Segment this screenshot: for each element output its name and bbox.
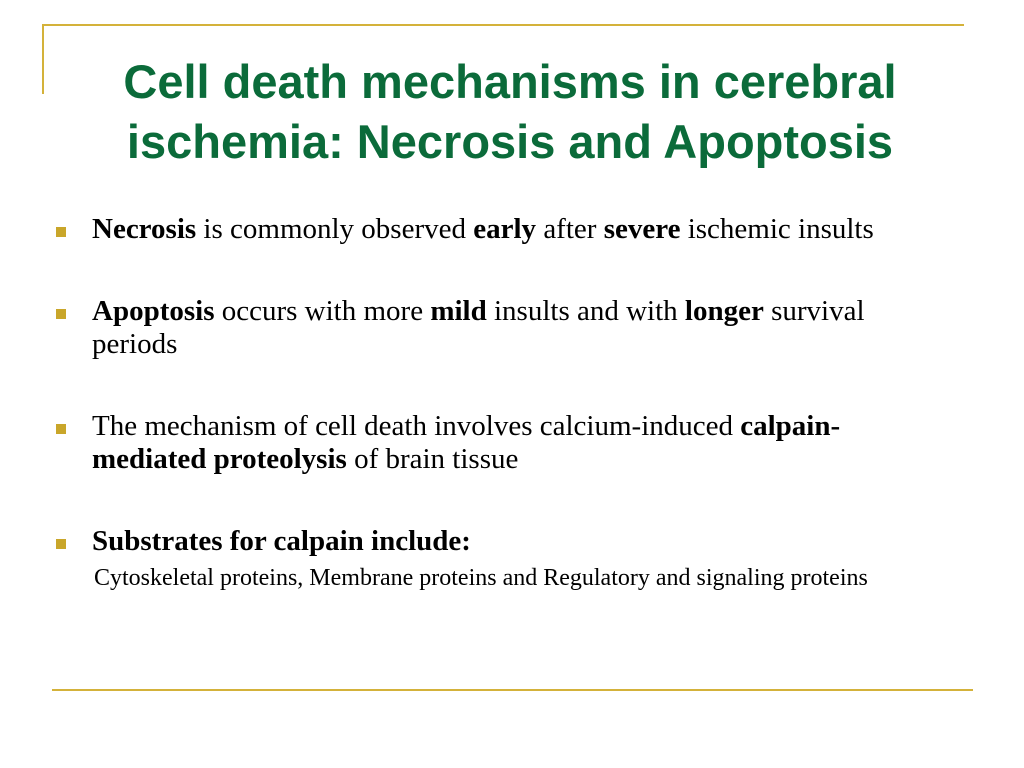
- bullet-text: ischemic insults: [680, 213, 874, 245]
- bullet-mechanism: [52, 410, 952, 476]
- bullet-text: of brain tissue: [346, 443, 519, 475]
- left-rule: [42, 24, 44, 94]
- bullet-text: Substrates for calpain include:: [92, 525, 471, 557]
- slide-title-line-1: Cell death mechanisms in cerebral: [123, 55, 897, 108]
- bullet-text: after: [536, 213, 604, 245]
- bullet-text: severe: [603, 213, 681, 245]
- bullet-text: Apoptosis: [92, 295, 215, 327]
- square-bullet-icon: [56, 309, 66, 319]
- bullet-necrosis: [52, 213, 952, 246]
- bullet-text: The mechanism of cell death involves calcium-induced: [92, 410, 741, 442]
- bullet-apoptosis: [52, 295, 952, 361]
- bullet-text: Necrosis: [92, 213, 197, 245]
- bullet-text: calpain-mediated proteolysis: [92, 410, 841, 475]
- bullet-text: early: [473, 213, 537, 245]
- bullet-text: is commonly observed: [196, 213, 474, 245]
- bullet-text: insults and with: [486, 295, 685, 327]
- square-bullet-icon: [56, 539, 66, 549]
- bullet-text: longer: [684, 295, 764, 327]
- square-bullet-icon: [56, 424, 66, 434]
- slide-title-line-2: ischemia: Necrosis and Apoptosis: [126, 115, 894, 168]
- top-rule: [42, 24, 964, 26]
- bullet-substrates: [52, 525, 952, 592]
- bullet-subtext: Cytoskeletal proteins, Membrane proteins and Regulatory and signaling proteins: [94, 565, 868, 591]
- bullet-list: [52, 213, 952, 592]
- bottom-rule: [52, 689, 973, 691]
- slide-title: [60, 52, 960, 172]
- bullet-text: survival periods: [92, 295, 865, 360]
- bullet-text: mild: [430, 295, 487, 327]
- bullet-text: occurs with more: [214, 295, 431, 327]
- square-bullet-icon: [56, 227, 66, 237]
